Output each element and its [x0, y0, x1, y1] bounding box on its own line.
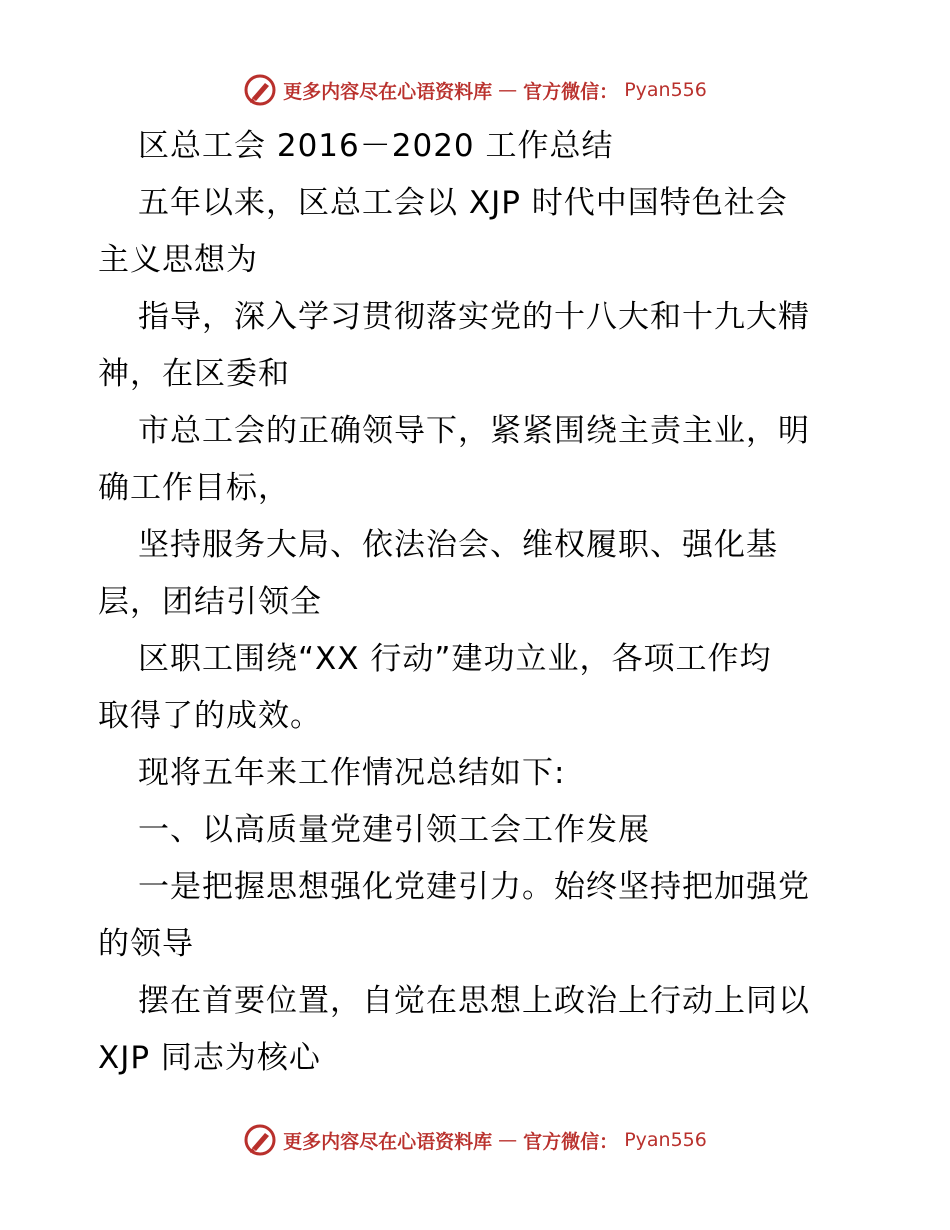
paragraph-line: 取得了的成效。: [98, 698, 322, 734]
paragraph-line: XJP 同志为核心: [98, 1040, 321, 1076]
paragraph-line: 神，在区委和: [98, 356, 290, 392]
watermark-wechat-label: 官方微信：: [523, 1130, 619, 1153]
paragraph-line: 坚持服务大局、依法治会、维权履职、强化基: [138, 527, 778, 563]
paragraph-line: 现将五年来工作情况总结如下:: [138, 755, 566, 791]
header-watermark: [0, 70, 950, 110]
paragraph-line: 五年以来，区总工会以 XJP 时代中国特色社会: [138, 185, 788, 221]
watermark-wechat-label: 官方微信：: [523, 80, 619, 103]
document-title: 区总工会 2016－2020 工作总结: [138, 128, 614, 164]
paragraph-line: 一是把握思想强化党建引力。始终坚持把加强党: [138, 869, 810, 905]
paragraph-line: 的领导: [98, 926, 194, 962]
pen-logo-icon: [243, 1123, 277, 1157]
paragraph-line: 层，团结引领全: [98, 584, 322, 620]
watermark-dash: —: [498, 1129, 518, 1151]
watermark-wechat-id: Pyan556: [624, 79, 707, 101]
footer-watermark: [0, 1120, 950, 1160]
paragraph-line: 区职工围绕“XX 行动”建功立业，各项工作均: [138, 641, 772, 677]
watermark-dash: —: [498, 79, 518, 101]
document-body: [98, 118, 858, 1087]
watermark-wechat-id: Pyan556: [624, 1129, 707, 1151]
section-heading: 一、以高质量党建引领工会工作发展: [138, 812, 650, 848]
paragraph-line: 主义思想为: [98, 242, 258, 278]
paragraph-line: 市总工会的正确领导下，紧紧围绕主责主业，明: [138, 413, 810, 449]
paragraph-line: 摆在首要位置，自觉在思想上政治上行动上同以: [138, 983, 810, 1019]
watermark-title: 更多内容尽在心语资料库: [283, 80, 493, 103]
paragraph-line: 确工作目标，: [98, 470, 290, 506]
watermark-title: 更多内容尽在心语资料库: [283, 1130, 493, 1153]
pen-logo-icon: [243, 73, 277, 107]
paragraph-line: 指导，深入学习贯彻落实党的十八大和十九大精: [138, 299, 810, 335]
